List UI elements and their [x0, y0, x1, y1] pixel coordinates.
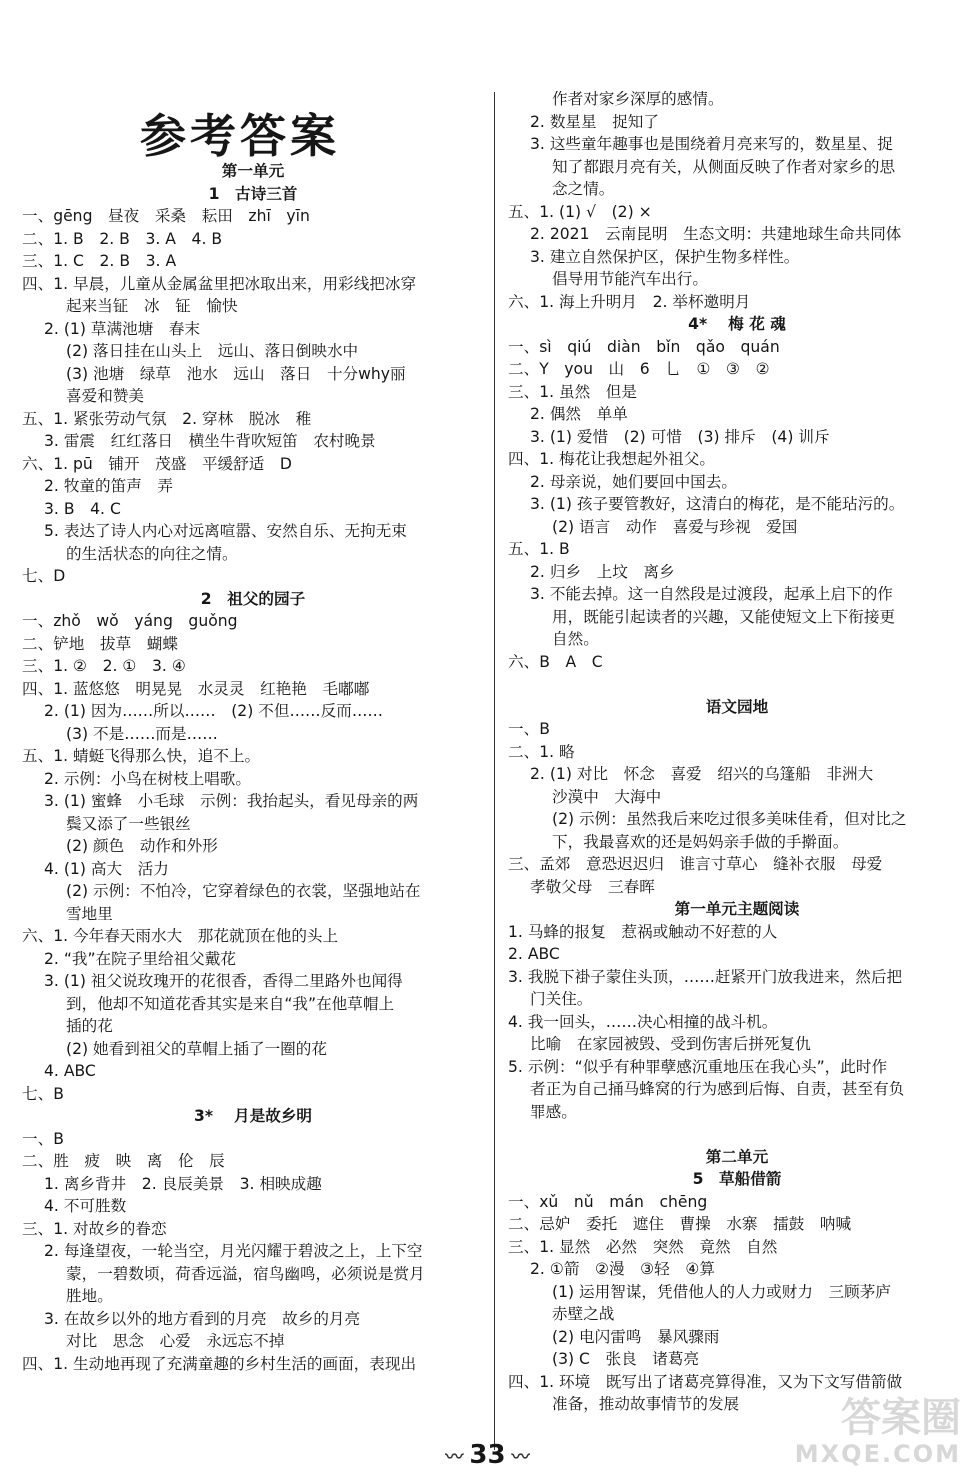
answer-line: 一、B — [508, 720, 550, 738]
answer-line: 2. (1) 草满池塘 春末 — [44, 319, 201, 338]
answer-line: 对比 思念 心爱 永远忘不掉 — [66, 1332, 285, 1350]
answer-line: 三、1. 对故乡的眷恋 — [22, 1219, 167, 1238]
answer-line: 3. (1) 祖父说玫瑰开的花很香，香得二里路外也闻得 — [44, 972, 403, 990]
answer-line: 4. ABC — [44, 1062, 96, 1080]
answer-line: 起来当钲 冰 钲 愉快 — [66, 297, 238, 315]
watermark-line2: MXQE.COM — [794, 1440, 961, 1468]
answer-line: 知了都跟月亮有关，从侧面反映了作者对家乡的思 — [552, 157, 896, 176]
watermark — [794, 1395, 961, 1468]
answer-line: 自然。 — [552, 630, 599, 648]
answer-line: 2. 母亲说，她们要回中国去。 — [530, 472, 737, 491]
answer-line: 六、1. pū 铺开 茂盛 平缓舒适 D — [22, 454, 292, 473]
answer-line: 五、1. 蜻蜓飞得那么快，追不上。 — [22, 747, 261, 765]
answer-line — [508, 673, 966, 696]
answer-line: 一、sì qiú diàn bǐn qǎo quán — [508, 337, 780, 356]
answer-line: 四、1. 梅花让我想起外祖父。 — [508, 450, 715, 468]
answer-line: 准备，推动故事情节的发展 — [552, 1395, 740, 1413]
answer-line: 5. 表达了诗人内心对远离喧嚣、安然自乐、无拘无束 — [44, 522, 407, 540]
answer-line: 比喻 在家园被毁、受到伤害后拼死复仇 — [530, 1035, 811, 1053]
answer-line: 1. 马蜂的报复 惹祸或触动不好惹的人 — [508, 922, 778, 941]
answer-line: 2. 每逢望夜，一轮当空，月光闪耀于碧波之上，上下空 — [44, 1242, 423, 1260]
answer-line: 二、铲地 拔草 蝴蝶 — [22, 634, 178, 653]
answer-line: 2. ABC — [508, 945, 560, 963]
section-heading: 2 祖父的园子 — [200, 589, 306, 608]
section-heading: 第二单元 — [705, 1147, 769, 1166]
answer-line: 3. (1) 孩子要管教好，这清白的梅花，是不能玷污的。 — [530, 495, 905, 513]
answer-line: 一、B — [22, 1129, 64, 1148]
answer-line: 3. B 4. C — [44, 499, 121, 518]
answer-line: 4. 不可胜数 — [44, 1197, 127, 1215]
answer-line: 到，他却不知道花香其实是来自“我”在他草帽上 — [66, 994, 395, 1013]
answer-line: 2. 示例：小鸟在树枝上唱歌。 — [44, 769, 251, 788]
page-title: 参考答案 — [140, 109, 340, 163]
answer-line: 五、1. 紧张劳动气氛 2. 穿林 脱冰 稚 — [22, 409, 312, 428]
answer-line: 作者对家乡深厚的感情。 — [552, 90, 724, 108]
answer-line: (3) 不是……而是…… — [66, 724, 218, 743]
ornament-left-icon: 〰 — [445, 1447, 464, 1468]
answer-line: 二、Y you 山 6 乚 ① ③ ② — [508, 360, 770, 378]
answer-line: 2. ①箭 ②漫 ③轻 ④算 — [530, 1260, 715, 1278]
column-divider — [494, 92, 495, 1450]
answer-line: 3. 我脱下褂子蒙住头顶，……赶紧开门放我进来，然后把 — [508, 967, 903, 986]
answer-line: 七、B — [22, 1084, 64, 1103]
answer-line: 二、1. 略 — [508, 742, 575, 761]
answer-line: 2. 归乡 上坟 离乡 — [530, 562, 675, 581]
answer-line: 2. (1) 对比 怀念 喜爱 绍兴的乌篷船 非洲大 — [530, 765, 874, 783]
section-heading: 4* 梅 花 魂 — [688, 315, 786, 333]
answer-line: 2. 2021 云南昆明 生态文明：共建地球生命共同体 — [530, 225, 902, 243]
answer-line: 1. 离乡背井 2. 良辰美景 3. 相映成趣 — [44, 1174, 322, 1193]
answer-line: 一、gēng 昼夜 采桑 耘田 zhī yīn — [22, 207, 310, 225]
answer-line: 七、D — [22, 567, 66, 585]
ornament-right-icon: 〰 — [511, 1447, 530, 1468]
answer-line: 四、1. 环境 既写出了诸葛亮算得准，又为下文写借箭做 — [508, 1372, 903, 1391]
answer-line: 三、1. 显然 必然 突然 竟然 自然 — [508, 1237, 778, 1256]
answer-line: 3. 雷震 红红落日 横坐牛背吹短笛 农村晚景 — [44, 432, 376, 450]
answer-line: 六、B A C — [508, 652, 603, 671]
answer-line: 2. (1) 因为……所以…… (2) 不但……反而…… — [44, 702, 384, 720]
answer-line: 4. (1) 高大 活力 — [44, 859, 169, 878]
answer-line: 2. 偶然 单单 — [530, 405, 628, 423]
answer-line: (2) 示例：不怕冷，它穿着绿色的衣裳，坚强地站在 — [66, 882, 421, 900]
answer-line: 六、1. 今年春天雨水大 那花就顶在他的头上 — [22, 927, 339, 945]
answer-line: 插的花 — [66, 1017, 113, 1035]
answer-line: 的生活状态的向往之情。 — [66, 544, 238, 563]
answer-line: 胜地。 — [66, 1287, 113, 1305]
answer-line: 六、1. 海上升明月 2. 举杯邀明月 — [508, 292, 751, 311]
answer-line: 下，我最喜欢的还是妈妈亲手做的手擀面。 — [552, 832, 849, 851]
answer-line: 二、忌妒 委托 遮住 曹操 水寨 擂鼓 呐喊 — [508, 1215, 852, 1233]
answer-line: 四、1. 蓝悠悠 明晃晃 水灵灵 红艳艳 毛嘟嘟 — [22, 679, 370, 698]
section-heading: 5 草船借箭 — [692, 1170, 782, 1188]
answer-line: 念之情。 — [552, 180, 615, 198]
answer-line: 倡导用节能汽车出行。 — [552, 270, 708, 288]
answer-line: 赤壁之战 — [552, 1305, 615, 1323]
answer-line: 4. 我一回头，……决心相撞的战斗机。 — [508, 1012, 778, 1031]
answer-line: 五、1. (1) √ (2) × — [508, 202, 652, 221]
watermark-line1: 答案圈 — [841, 1395, 961, 1441]
answer-line — [508, 1123, 966, 1146]
section-heading: 第一单元主题阅读 — [674, 900, 800, 918]
answer-line: 一、xǔ nǔ mán chēng — [508, 1192, 708, 1211]
answer-line: (2) 她看到祖父的草帽上插了一圈的花 — [66, 1039, 327, 1058]
answer-line: 罪感。 — [530, 1102, 577, 1121]
answer-line: 三、孟郊 意恐迟迟归 谁言寸草心 缝补衣服 母爱 — [508, 855, 883, 873]
answer-line: (2) 电闪雷鸣 暴风骤雨 — [552, 1327, 720, 1346]
answer-line: 雪地里 — [66, 904, 113, 923]
answer-line: (2) 落日挂在山头上 远山、落日倒映水中 — [66, 342, 359, 360]
answer-line: 5. 示例：“似乎有种罪孽感沉重地压在我心头”，此时作 — [508, 1057, 888, 1076]
answer-line: 一、zhǒ wǒ yáng guǒng — [22, 612, 238, 630]
answer-line: 门关住。 — [530, 990, 593, 1008]
answer-line: 3. 在故乡以外的地方看到的月亮 故乡的月亮 — [44, 1309, 361, 1328]
right-column — [508, 88, 966, 1416]
answer-line: 2. 牧童的笛声 弄 — [44, 477, 173, 495]
answer-line: 三、1. ② 2. ① 3. ④ — [22, 657, 186, 675]
answer-line: 鬓又添了一些银丝 — [66, 814, 191, 833]
answer-line: 四、1. 生动地再现了充满童趣的乡村生活的画面，表现出 — [22, 1354, 417, 1373]
answer-line: (2) 示例：虽然我后来吃过很多美味佳肴，但对比之 — [552, 810, 907, 828]
answer-line: 喜爱和赞美 — [66, 387, 144, 405]
answer-line: 沙漠中 大海中 — [552, 787, 662, 806]
answer-line: 蒙，一碧数顷，荷香远溢，宿鸟幽鸣，必须说是赏月 — [66, 1264, 425, 1283]
answer-line: 3. (1) 蜜蜂 小毛球 示例：我抬起头，看见母亲的两 — [44, 792, 419, 810]
answer-line: (2) 颜色 动作和外形 — [66, 837, 218, 855]
answer-line: 孝敬父母 三春晖 — [530, 877, 655, 896]
section-heading: 3* 月是故乡明 — [194, 1107, 312, 1125]
answer-line: 2. 数星星 捉知了 — [530, 112, 659, 131]
answer-line: 3. 不能去掉。这一自然段是过渡段，起承上启下的作 — [530, 585, 893, 603]
answer-line: (3) C 张良 诸葛亮 — [552, 1350, 700, 1368]
section-heading: 1 古诗三首 — [208, 184, 298, 203]
section-heading: 语文园地 — [705, 697, 769, 716]
answer-line: 三、1. C 2. B 3. A — [22, 252, 177, 270]
section-heading: 第一单元 — [221, 162, 285, 180]
answer-line: 2. “我”在院子里给祖父戴花 — [44, 949, 236, 968]
answer-line: 者正为自己捅马蜂窝的行为感到后悔、自责，甚至有负 — [530, 1080, 905, 1098]
left-column — [22, 88, 484, 1375]
answer-line: 3. 建立自然保护区，保护生物多样性。 — [530, 247, 800, 266]
answer-line: 用，既能引起读者的兴趣，又能使短文上下衔接更 — [552, 607, 896, 626]
answer-line: 五、1. B — [508, 540, 570, 558]
page-number: 33 — [469, 1440, 506, 1470]
answer-line: 3. 这些童年趣事也是围绕着月亮来写的，数星星、捉 — [530, 135, 893, 153]
answer-line: 二、1. B 2. B 3. A 4. B — [22, 229, 223, 248]
answer-line: 三、1. 虽然 但是 — [508, 382, 637, 401]
answer-line: 二、胜 疲 映 离 伦 辰 — [22, 1152, 225, 1170]
answer-line: 四、1. 早晨，儿童从金属盆里把冰取出来，用彩线把冰穿 — [22, 274, 417, 293]
answer-line: (1) 运用智谋，凭借他人的人力或财力 三顾茅庐 — [552, 1282, 891, 1301]
answer-line: (2) 语言 动作 喜爱与珍视 爱国 — [552, 517, 798, 536]
answer-line: 3. (1) 爱惜 (2) 可惜 (3) 排斥 (4) 训斥 — [530, 427, 830, 446]
answer-line: (3) 池塘 绿草 池水 远山 落日 十分why丽 — [66, 364, 406, 383]
